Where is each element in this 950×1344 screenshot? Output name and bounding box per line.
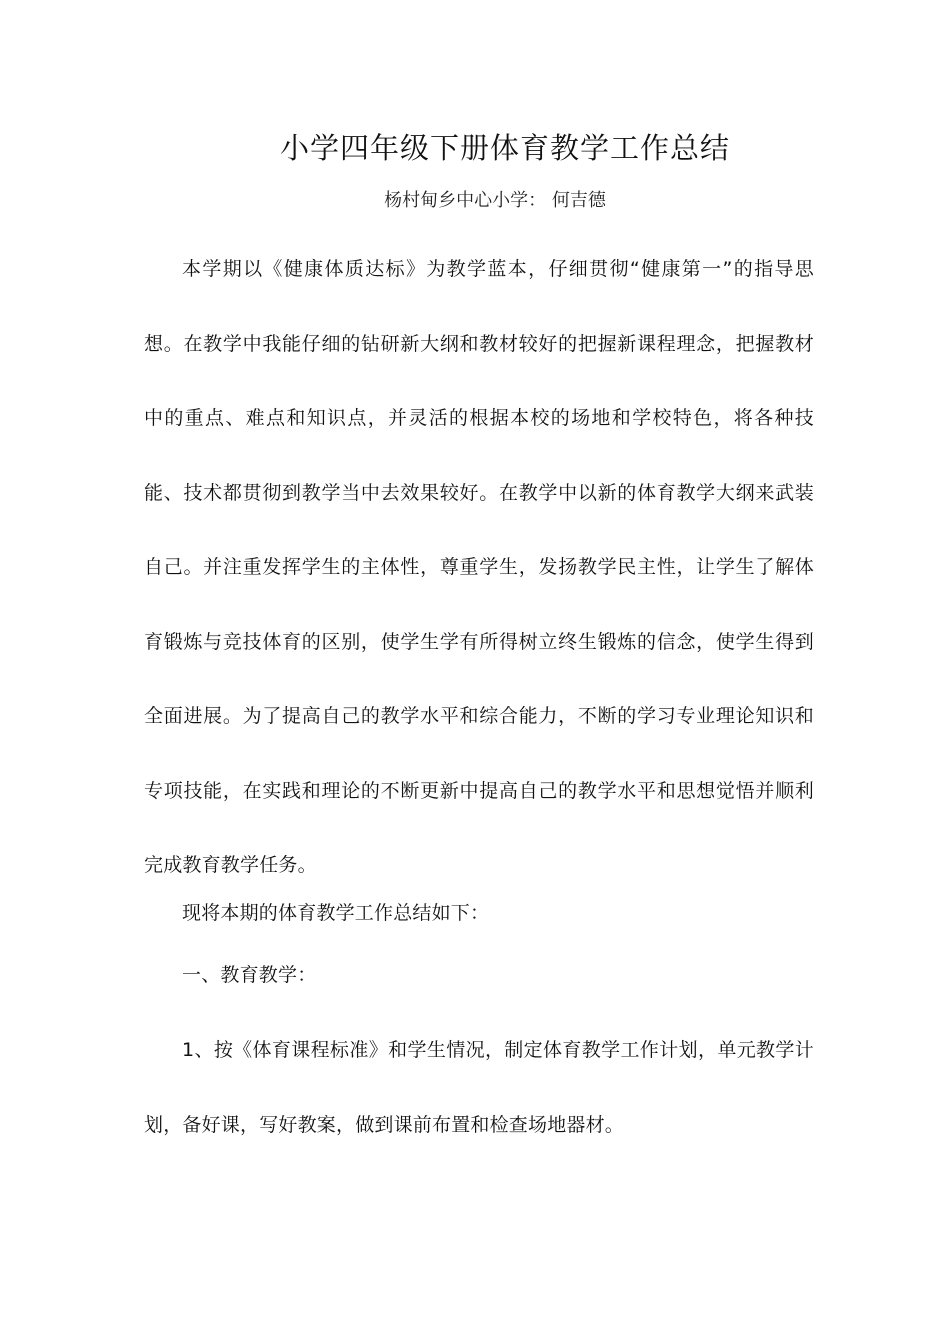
author-line: 杨村甸乡中心小学： 何吉德 [384, 190, 606, 211]
section-heading-education: 一、教育教学： [182, 964, 317, 986]
paragraph-summary-block [144, 893, 814, 933]
paragraph-summary-intro: 现将本期的体育教学工作总结如下： [182, 902, 490, 924]
paragraph-intro-block [144, 232, 814, 903]
paragraph-item-1-block [144, 1013, 814, 1162]
document-title: 小学四年级下册体育教学工作总结 [279, 131, 730, 165]
paragraph-item-1: 1、按《体育课程标准》和学生情况，制定体育教学工作计划，单元教学计划，备好课，写好教案，做到课前布置和检查场地器材。 [144, 1039, 814, 1136]
section-heading-block [144, 955, 814, 995]
paragraph-intro: 本学期以《健康体质达标》为教学蓝本，仔细贯彻“健康第一”的指导思想。在教学中我能仔细的钻研新大纲和教材较好的把握新课程理念，把握教材中的重点、难点和知识点，并灵活的根据本校的场地和学校特色，将各种技能、技术都贯彻到教学当中去效果较好。在教学中以新的体育教学大纲来武装自己。并注重发挥学生的主体性，尊重学生，发扬教学民主性，让学生了解体育锻炼与竞技体育的区别，使学生学有所得树立终生锻炼的信念，使学生得到全面进展。为了提高自己的教学水平和综合能力，不断的学习专业理论知识和专项技能，在实践和理论的不断更新中提高自己的教学水平和思想觉悟并顺利完成教育教学任务。 [144, 258, 814, 876]
